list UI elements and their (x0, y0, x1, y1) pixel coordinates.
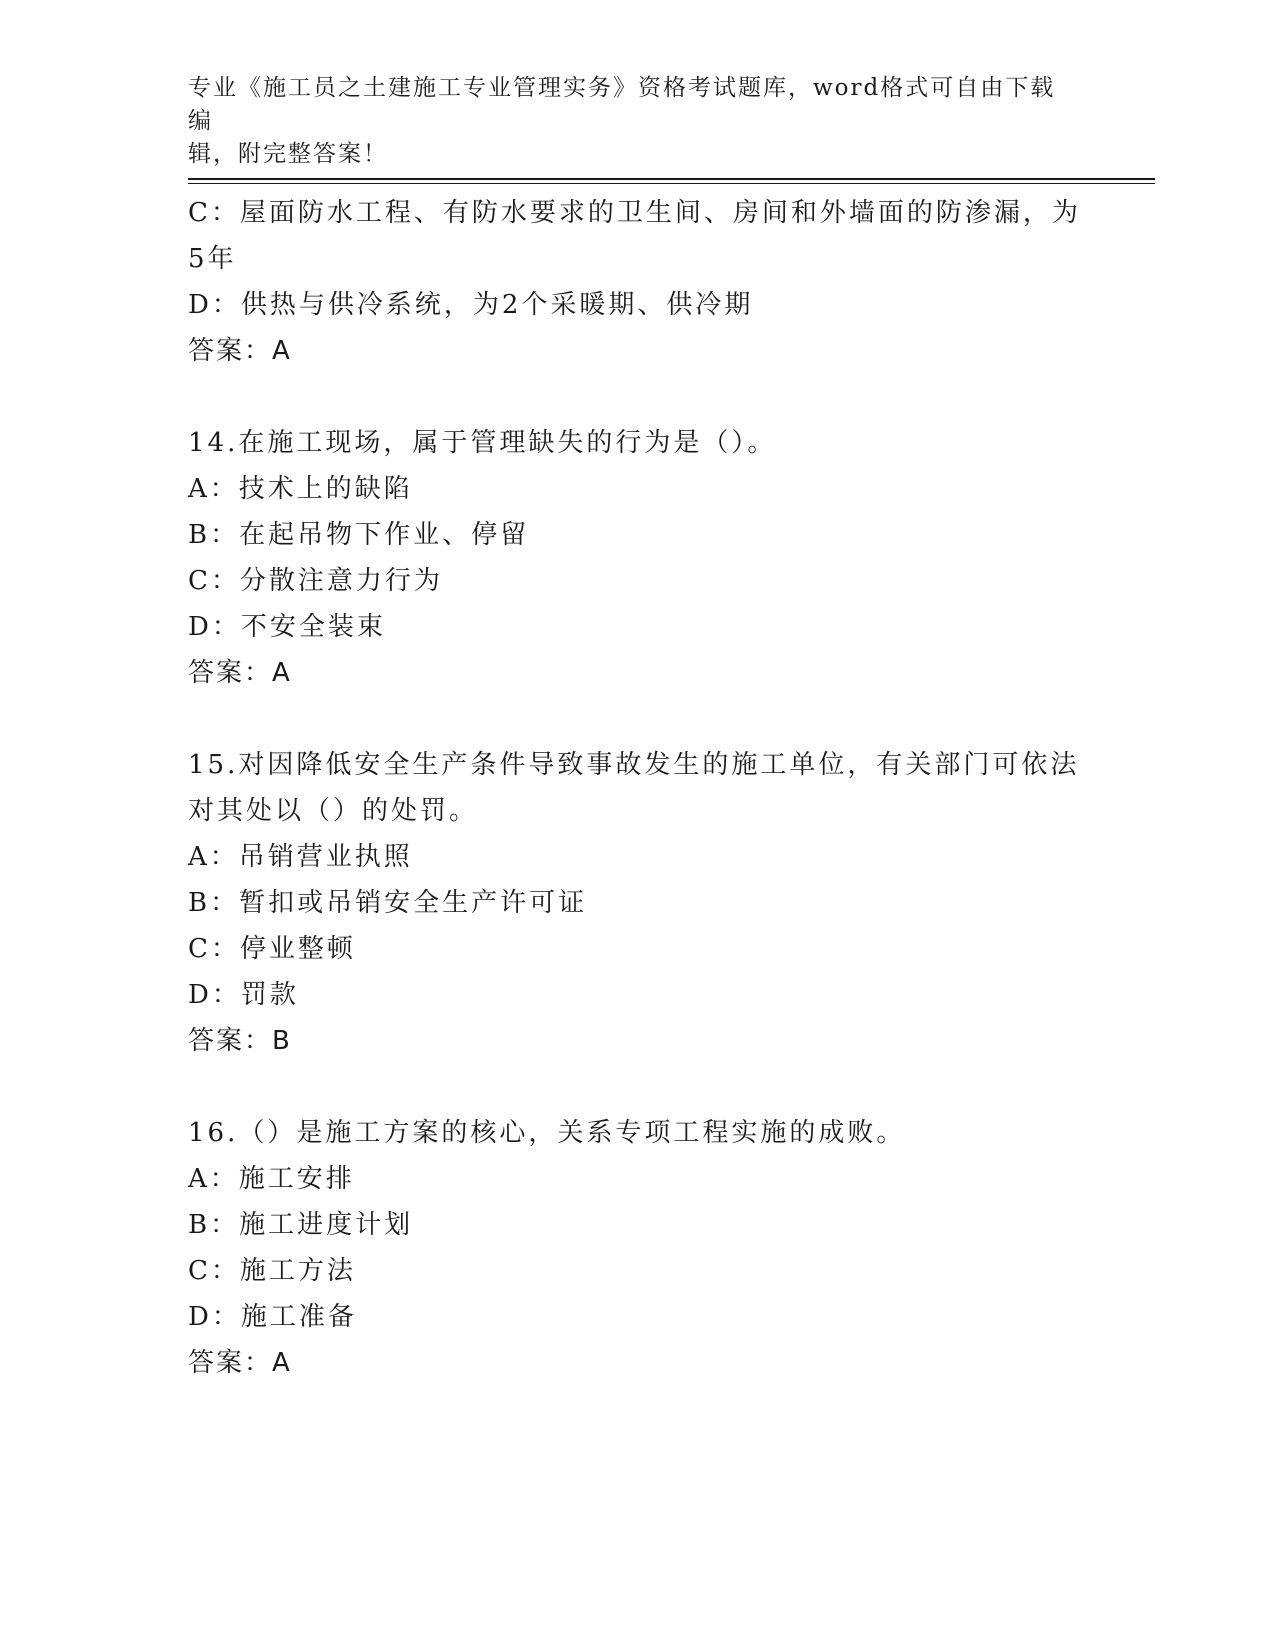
option-b: B：暂扣或吊销安全生产许可证 (188, 888, 588, 918)
question-text-line-1: 15.对因降低安全生产条件导致事故发生的施工单位，有关部门可依法 (188, 750, 1080, 780)
header-divider-thin (188, 183, 1155, 184)
spacer (188, 696, 1088, 742)
spacer (188, 1064, 1088, 1110)
answer: 答案：A (188, 336, 292, 366)
option-a: A：施工安排 (188, 1164, 355, 1194)
answer: 答案：B (188, 1026, 292, 1056)
header-line-2: 辑，附完整答案！ (188, 141, 388, 167)
spacer (188, 374, 1088, 420)
question-text: 16.（）是施工方案的核心，关系专项工程实施的成败。 (188, 1118, 906, 1148)
question-16 (188, 1110, 1088, 1386)
option-c: C：分散注意力行为 (188, 566, 443, 596)
option-c: C：施工方法 (188, 1256, 356, 1286)
option-d: D：罚款 (188, 980, 299, 1010)
page-header (188, 72, 1068, 171)
answer: 答案：A (188, 658, 292, 688)
header-divider-thick (188, 178, 1155, 180)
option-d: D：供热与供冷系统，为2个采暖期、供冷期 (188, 290, 754, 320)
question-text-line-2: 对其处以（）的处罚。 (188, 796, 479, 826)
question-text: 14.在施工现场，属于管理缺失的行为是（）。 (188, 428, 777, 458)
answer: 答案：A (188, 1348, 292, 1378)
option-b: B：施工进度计划 (188, 1210, 414, 1240)
question-list (188, 190, 1088, 1386)
header-line-1: 专业《施工员之土建施工专业管理实务》资格考试题库，word格式可自由下载编 (188, 75, 1056, 134)
option-a: A：吊销营业执照 (188, 842, 413, 872)
option-b: B：在起吊物下作业、停留 (188, 520, 530, 550)
option-c-line-1: C：屋面防水工程、有防水要求的卫生间、房间和外墙面的防渗漏，为 (188, 198, 1081, 228)
option-d: D：施工准备 (188, 1302, 357, 1332)
question-14 (188, 420, 1088, 696)
question-15 (188, 742, 1088, 1064)
option-d: D：不安全装束 (188, 612, 386, 642)
option-c-line-2: 5年 (188, 244, 237, 274)
carryover-question (188, 190, 1088, 374)
option-c: C：停业整顿 (188, 934, 356, 964)
option-a: A：技术上的缺陷 (188, 474, 413, 504)
